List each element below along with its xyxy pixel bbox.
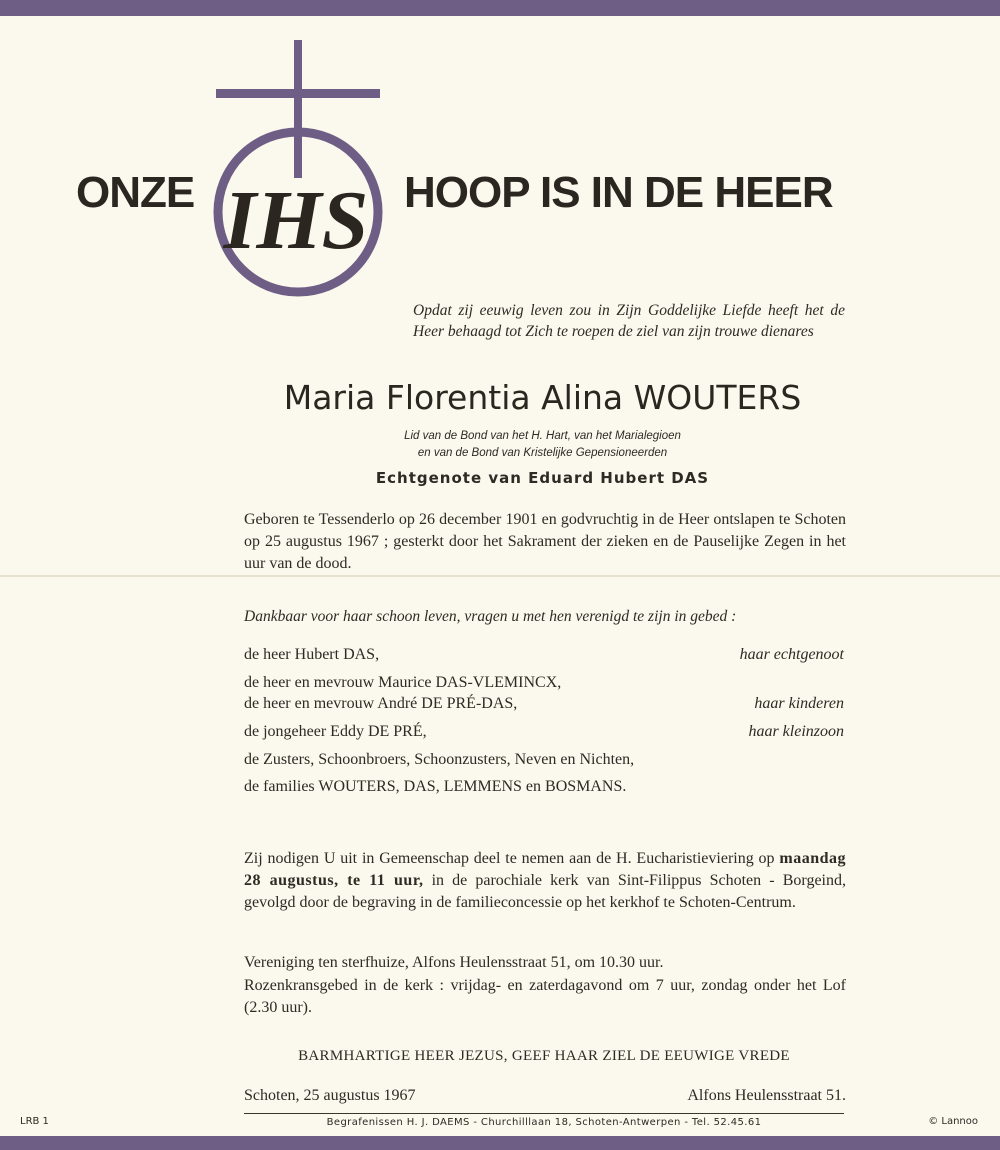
closing-prayer: BARMHARTIGE HEER JEZUS, GEEF HAAR ZIEL DE EEUWIGE VREDE: [298, 1048, 790, 1064]
mourner-name: de Zusters, Schoonbroers, Schoonzusters, Neven en Nichten,: [244, 751, 635, 768]
bottom-border: [0, 1136, 1000, 1150]
top-border: [0, 0, 1000, 16]
membership-line-2: en van de Bond van Kristelijke Gepensioneerden: [417, 447, 668, 459]
footer-rule: [244, 1113, 844, 1114]
visitation-line: Vereniging ten sterfhuize, Alfons Heulensstraat 51, om 10.30 uur.: [244, 954, 664, 971]
ihs-monogram: IHS: [223, 174, 369, 267]
heading-left-word: ONZE: [76, 168, 195, 217]
fold-line: [0, 575, 1000, 577]
undertaker-line: Begrafenissen H. J. DAEMS - Churchilllaan 18, Schoten-Antwerpen - Tel. 52.45.61: [326, 1117, 762, 1128]
mourner-row: [244, 751, 844, 773]
thanks-line: Dankbaar voor haar schoon leven, vragen u met hen verenigd te zijn in gebed :: [244, 608, 737, 625]
invitation-date-time: maandag 28 augustus, te 11 uur,: [244, 850, 847, 889]
mourner-relation: haar kinderen: [754, 695, 844, 712]
heading-right-words: HOOP IS IN DE HEER: [404, 168, 833, 217]
mourner-name: de heer en mevrouw Maurice DAS-VLEMINCX,: [244, 674, 562, 691]
mourner-row: [244, 646, 844, 668]
membership-line-1: Lid van de Bond van het H. Hart, van het Marialegioen: [404, 430, 681, 442]
mourner-row: [244, 778, 844, 800]
mourner-name: de heer Hubert DAS,: [244, 646, 380, 663]
mourner-row: [244, 674, 844, 696]
mourner-name: de jongeheer Eddy DE PRÉ,: [244, 723, 427, 740]
copyright-mark: © Lannoo: [928, 1116, 978, 1127]
rosary-paragraph: Rozenkransgebed in de kerk : vrijdag- en zaterdagavond om 7 uur, zondag onder het Lof (2.30 uur).: [244, 977, 846, 1016]
deceased-name: Maria Florentia Alina WOUTERS: [283, 378, 802, 417]
invitation-text-before: Zij nodigen U uit in Gemeenschap deel te nemen aan de H. Eucharistieviering op: [244, 850, 775, 867]
place-date: Schoten, 25 augustus 1967: [244, 1087, 416, 1104]
invitation-text-after: in de parochiale kerk van Sint-Filippus Schoten - Borgeind, gevolgd door de begraving in de familieconcessie op het kerkhof te Schoten-Centrum.: [244, 872, 846, 911]
birth-death-paragraph: Geboren te Tessenderlo op 26 december 1901 en godvruchtig in de Heer ontslapen te Schoten op 25 augustus 1967 ; gesterkt door het Sakrament der zieken en de Pauselijke Zegen in het uur van de dood.: [244, 511, 846, 572]
mourner-name: de heer en mevrouw André DE PRÉ-DAS,: [244, 695, 518, 712]
mourner-row: [244, 723, 844, 745]
cross-horizontal: [216, 89, 380, 98]
print-code: LRB 1: [20, 1116, 49, 1127]
mourner-relation: haar echtgenoot: [739, 646, 844, 663]
intro-text: Opdat zij eeuwig leven zou in Zijn Goddelijke Liefde heeft het de Heer behaagd tot Zich te roepen de ziel van zijn trouwe dienares: [413, 302, 845, 340]
mourner-row: [244, 695, 844, 717]
mourner-name: de families WOUTERS, DAS, LEMMENS en BOSMANS.: [244, 778, 627, 795]
address: Alfons Heulensstraat 51.: [687, 1087, 846, 1104]
mourner-relation: haar kleinzoon: [748, 723, 844, 740]
invitation-paragraph: [244, 848, 846, 914]
cross-vertical: [294, 40, 302, 178]
cross-ihs-emblem: [190, 36, 405, 302]
spouse-line: Echtgenote van Eduard Hubert DAS: [375, 469, 710, 487]
membership-text: [0, 428, 1000, 462]
